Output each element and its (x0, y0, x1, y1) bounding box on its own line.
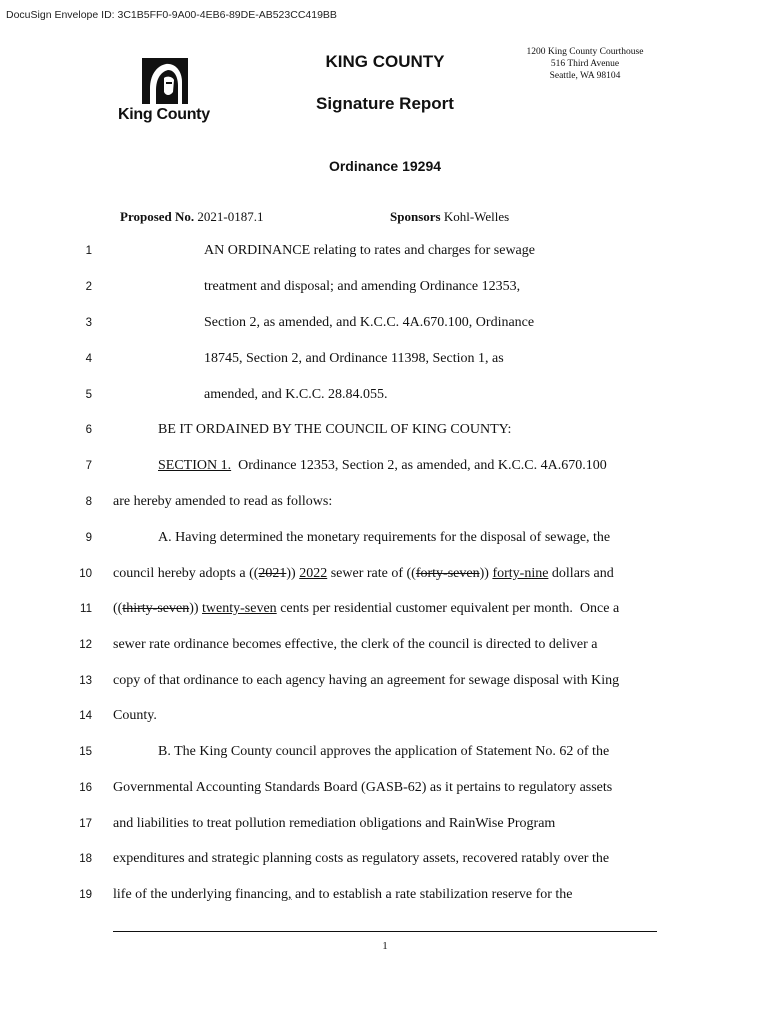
sponsors (390, 209, 509, 225)
inserted-text: 2022 (299, 566, 328, 581)
deleted-text: forty-seven (415, 566, 480, 581)
line-number: 2 (85, 281, 92, 293)
line-text: life of the underlying financing (113, 887, 288, 902)
line-text: )) (479, 566, 493, 581)
address-line-3: Seattle, WA 98104 (549, 71, 621, 81)
body-line: sewer rate ordinance becomes effective, the clerk of the council is directed to deliver a (113, 637, 598, 652)
line-number: 5 (85, 389, 92, 401)
body-line: BE IT ORDAINED BY THE COUNCIL OF KING COUNTY: (158, 422, 512, 437)
line-number: 1 (85, 245, 92, 257)
sponsors-label: Sponsors (390, 209, 441, 224)
body-line: Section 2, as amended, and K.C.C. 4A.670.100, Ordinance (204, 315, 535, 330)
body-line: AN ORDINANCE relating to rates and charges for sewage (204, 243, 535, 258)
line-number: 17 (79, 818, 92, 830)
inserted-text: twenty-seven (202, 601, 277, 616)
line-number: 3 (85, 317, 92, 329)
section-heading: SECTION 1. (158, 458, 232, 473)
line-text: )) (189, 601, 203, 616)
mlk-portrait-icon (142, 58, 188, 104)
line-text: and to establish a rate stabilization reserve for the (291, 887, 573, 902)
docusign-envelope-id: DocuSign Envelope ID: 3C1B5FF0-9A00-4EB6-89DE-AB523CC419BB (6, 9, 337, 21)
body-line: amended, and K.C.C. 28.84.055. (204, 387, 388, 402)
ordinance-title: Ordinance 19294 (328, 158, 442, 174)
logo-wordmark: King County (118, 106, 210, 123)
body-line (158, 458, 607, 474)
line-number: 15 (79, 746, 92, 758)
body-line: 18745, Section 2, and Ordinance 11398, Section 1, as (204, 351, 504, 366)
line-text: dollars and (548, 566, 614, 581)
line-number: 19 (79, 889, 92, 901)
report-title: Signature Report (316, 94, 454, 113)
line-number: 4 (85, 353, 92, 365)
line-number: 18 (79, 853, 92, 865)
body-line: treatment and disposal; and amending Ordinance 12353, (204, 279, 521, 294)
line-number: 16 (79, 782, 92, 794)
address-line-2: 516 Third Avenue (550, 59, 620, 69)
inserted-text: forty-nine (492, 566, 549, 581)
line-text: sewer rate of (( (327, 566, 416, 581)
deleted-text: 2021 (258, 566, 287, 581)
body-line: County. (113, 708, 157, 723)
line-number: 8 (85, 496, 92, 508)
proposed-label: Proposed No. (120, 209, 195, 224)
line-text: council hereby adopts a (( (113, 566, 259, 581)
proposed-value: 2021-0187.1 (197, 209, 264, 224)
line-number: 6 (85, 424, 92, 436)
inserted-text: , (287, 887, 292, 902)
line-text: )) (286, 566, 300, 581)
line-number: 14 (79, 710, 92, 722)
address-line-1: 1200 King County Courthouse (526, 47, 644, 57)
body-line: B. The King County council approves the application of Statement No. 62 of the (158, 744, 610, 759)
body-line: A. Having determined the monetary requirements for the disposal of sewage, the (158, 530, 611, 545)
body-line: and liabilities to treat pollution remediation obligations and RainWise Program (113, 816, 556, 831)
body-line: copy of that ordinance to each agency having an agreement for sewage disposal with King (113, 673, 620, 688)
line-number: 9 (85, 532, 92, 544)
body-line: Governmental Accounting Standards Board (GASB-62) as it pertains to regulatory assets (113, 780, 613, 795)
page-number: 1 (382, 940, 388, 952)
deleted-text: thirty-seven (122, 601, 190, 616)
county-title: KING COUNTY (325, 52, 445, 71)
proposed-number (120, 209, 264, 225)
line-text: cents per residential customer equivalent per month. Once a (276, 601, 620, 616)
line-number: 13 (79, 675, 92, 687)
line-text: Ordinance 12353, Section 2, as amended, and K.C.C. 4A.670.100 (231, 458, 607, 473)
line-text: (( (113, 601, 123, 616)
body-line: are hereby amended to read as follows: (113, 494, 333, 509)
line-number: 7 (85, 460, 92, 472)
sponsors-value: Kohl-Welles (443, 209, 510, 224)
footer-rule (113, 931, 657, 932)
line-number: 11 (80, 603, 92, 615)
king-county-logo (112, 58, 216, 130)
body-line (113, 601, 619, 617)
body-line (113, 566, 614, 582)
body-line (113, 887, 573, 903)
line-number: 12 (79, 639, 92, 651)
line-number: 10 (79, 568, 92, 580)
body-line: expenditures and strategic planning costs as regulatory assets, recovered ratably over the (113, 851, 610, 866)
